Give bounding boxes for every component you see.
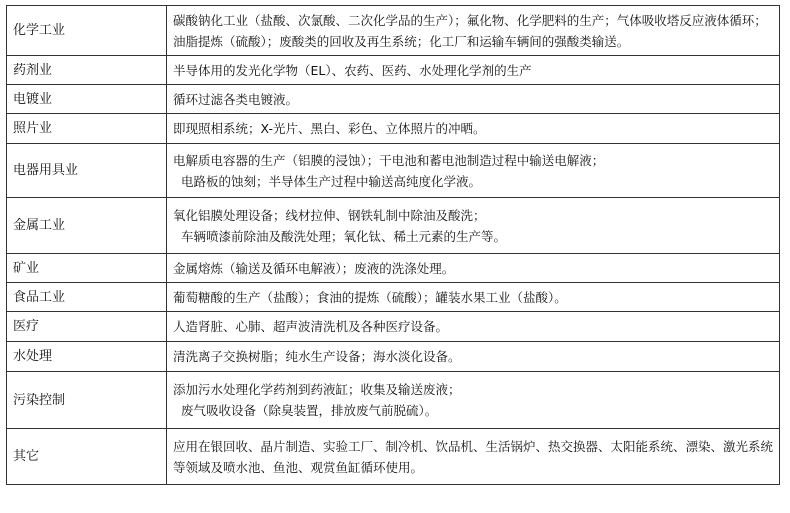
- description-cell: [167, 114, 780, 144]
- description-cell: [167, 144, 780, 198]
- application-table-container: [6, 5, 780, 485]
- category-cell: 化学工业: [7, 6, 167, 56]
- description-cell: [167, 254, 780, 283]
- description-text: 葡萄糖酸的生产（盐酸）；食油的提炼（硫酸）；罐装水果工业（盐酸）。: [173, 289, 567, 305]
- description-cell: [167, 198, 780, 254]
- description-text: 碳酸钠化工业（盐酸、次氯酸、二次化学品的生产）；氟化物、化学肥料的生产；气体吸收塔反应液体循环；油脂提炼（硫酸）；废酸类的回收及再生系统；化工厂和运输车辆间的强酸类输送。: [173, 12, 767, 49]
- table-row: [7, 56, 780, 85]
- description-cell: [167, 372, 780, 429]
- table-row: [7, 85, 780, 114]
- table-row: [7, 114, 780, 144]
- table-row: [7, 283, 780, 312]
- table-row: [7, 198, 780, 254]
- table-row: [7, 312, 780, 342]
- table-row: [7, 144, 780, 198]
- description-text: 金属熔炼（输送及循环电解液）；废液的洗涤处理。: [173, 260, 455, 276]
- description-text-line-1: 电解质电容器的生产（铝膜的浸蚀）；干电池和蓄电池制造过程中输送电解液；: [173, 152, 605, 168]
- description-text: 即现照相系统；X-光片、黑白、彩色、立体照片的冲晒。: [173, 121, 486, 136]
- description-text-line-2: 废气吸收设备（除臭装置，排放废气前脱硫）。: [181, 403, 438, 418]
- table-row: [7, 254, 780, 283]
- category-cell: 金属工业: [7, 198, 167, 254]
- description-text: 人造肾脏、心肺、超声波清洗机及各种医疗设备。: [173, 319, 449, 334]
- description-text: 半导体用的发光化学物（EL）、农药、医药、水处理化学剂的生产: [173, 62, 532, 78]
- category-cell: 医疗: [7, 312, 167, 342]
- description-text-line-1: 添加污水处理化学药剂到药液缸；收集及输送废液；: [173, 382, 461, 397]
- description-text-line-2: 电路板的蚀刻；半导体生产过程中输送高纯度化学液。: [181, 173, 482, 189]
- description-cell: [167, 429, 780, 485]
- description-text: 清洗离子交换树脂；纯水生产设备；海水淡化设备。: [173, 349, 461, 364]
- description-cell: [167, 6, 780, 56]
- category-cell: 水处理: [7, 342, 167, 372]
- description-text-line-1: 氧化铝膜处理设备；线材拉伸、钢铁轧制中除油及酸洗；: [173, 207, 486, 223]
- table-row: [7, 6, 780, 56]
- table-row: [7, 372, 780, 429]
- category-cell: 药剂业: [7, 56, 167, 85]
- description-cell: [167, 85, 780, 114]
- application-table: [6, 5, 780, 485]
- table-row: [7, 342, 780, 372]
- category-cell: 矿业: [7, 254, 167, 283]
- description-text: 应用在银回收、晶片制造、实验工厂、制冷机、饮品机、生活锅炉、热交换器、太阳能系统、漂染、激光系统等领域及喷水池、鱼池、观赏鱼缸循环使用。: [173, 438, 774, 475]
- category-cell: 照片业: [7, 114, 167, 144]
- category-cell: 污染控制: [7, 372, 167, 429]
- category-cell: 电镀业: [7, 85, 167, 114]
- description-text-line-2: 车辆喷漆前除油及酸洗处理；氧化钛、稀土元素的生产等。: [181, 228, 507, 244]
- description-cell: [167, 342, 780, 372]
- description-cell: [167, 56, 780, 85]
- table-row: [7, 429, 780, 485]
- category-cell: 食品工业: [7, 283, 167, 312]
- description-cell: [167, 283, 780, 312]
- description-text: 循环过滤各类电镀液。: [173, 91, 299, 107]
- category-cell: 电器用具业: [7, 144, 167, 198]
- description-cell: [167, 312, 780, 342]
- category-cell: 其它: [7, 429, 167, 485]
